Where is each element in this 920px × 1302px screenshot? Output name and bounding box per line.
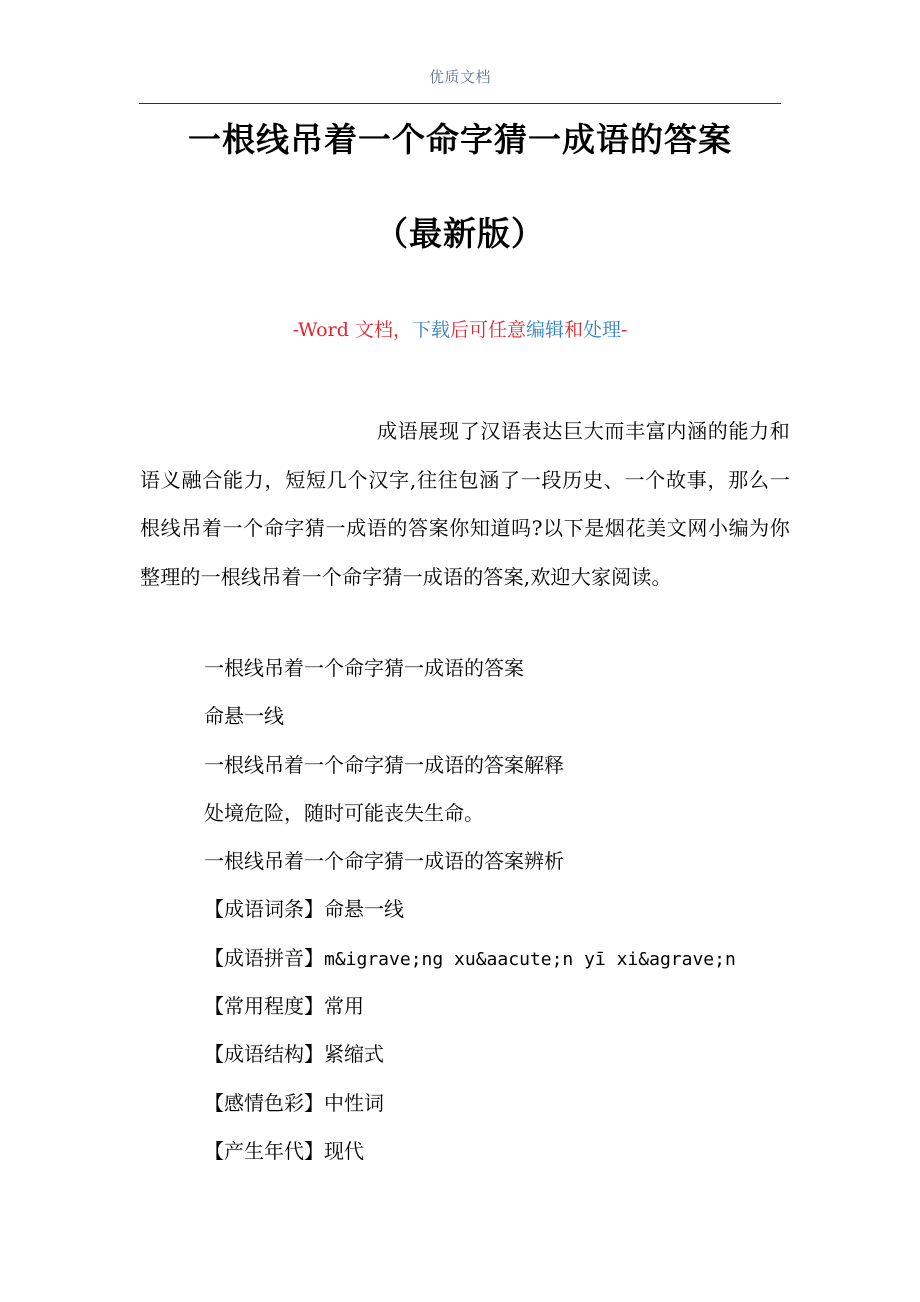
subtitle-segment: 下载 (411, 319, 450, 341)
entry-value: 常用 (324, 994, 364, 1019)
entry-label: 【成语词条】 (204, 897, 324, 922)
header-label: 优质文档 (428, 68, 491, 86)
entry-sentiment (204, 1079, 804, 1127)
entry-value: 命悬一线 (324, 897, 404, 922)
explanation-text: 处境危险，随时可能丧失生命。 (204, 800, 484, 825)
intro-paragraph: 成语展现了汉语表达巨大而丰富内涵的能力和语义融合能力，短短几个汉字,往往包涵了一段历史、一个故事，那么一根线吊着一个命字猜一成语的答案你知道吗?以下是烟花美文网小编为你整理的一根线吊着一个命字猜一成语的答案,欢迎大家阅读。 (140, 419, 790, 589)
entry-label: 【成语结构】 (204, 1042, 324, 1067)
subtitle-segment: 后可任意 (449, 319, 526, 341)
entry-label: 【成语拼音】 (204, 945, 324, 970)
answer-heading: 一根线吊着一个命字猜一成语的答案 (204, 656, 524, 680)
entry-idiom (204, 885, 804, 933)
entry-label: 【产生年代】 (204, 1138, 324, 1163)
body-lines (204, 644, 804, 1175)
entry-value: m&igrave;ng xu&aacute;n yī xi&agrave;n (324, 948, 736, 970)
entry-value: 现代 (324, 1138, 364, 1163)
entry-label: 【常用程度】 (204, 994, 324, 1019)
entry-era (204, 1127, 804, 1175)
entry-pinyin (204, 934, 804, 982)
entry-frequency (204, 982, 804, 1030)
entry-value: 中性词 (324, 1090, 384, 1115)
subtitle-segment: -Word 文档， (292, 319, 412, 341)
analysis-heading: 一根线吊着一个命字猜一成语的答案辨析 (204, 849, 564, 874)
subtitle-segment: 编辑 (525, 319, 564, 341)
subtitle-segment: 和 (563, 319, 583, 341)
entry-structure (204, 1030, 804, 1078)
subtitle-segment: 处理 (582, 319, 621, 341)
header-divider (139, 103, 781, 104)
document-title-edition: （最新版） (375, 214, 545, 253)
entry-label: 【感情色彩】 (204, 1090, 324, 1115)
explanation-heading: 一根线吊着一个命字猜一成语的答案解释 (204, 752, 564, 777)
entry-value: 紧缩式 (324, 1042, 384, 1067)
document-title: 一根线吊着一个命字猜一成语的答案 (188, 120, 732, 159)
answer-text: 命悬一线 (204, 704, 284, 729)
document-subtitle (0, 315, 920, 342)
subtitle-segment: - (621, 319, 628, 341)
